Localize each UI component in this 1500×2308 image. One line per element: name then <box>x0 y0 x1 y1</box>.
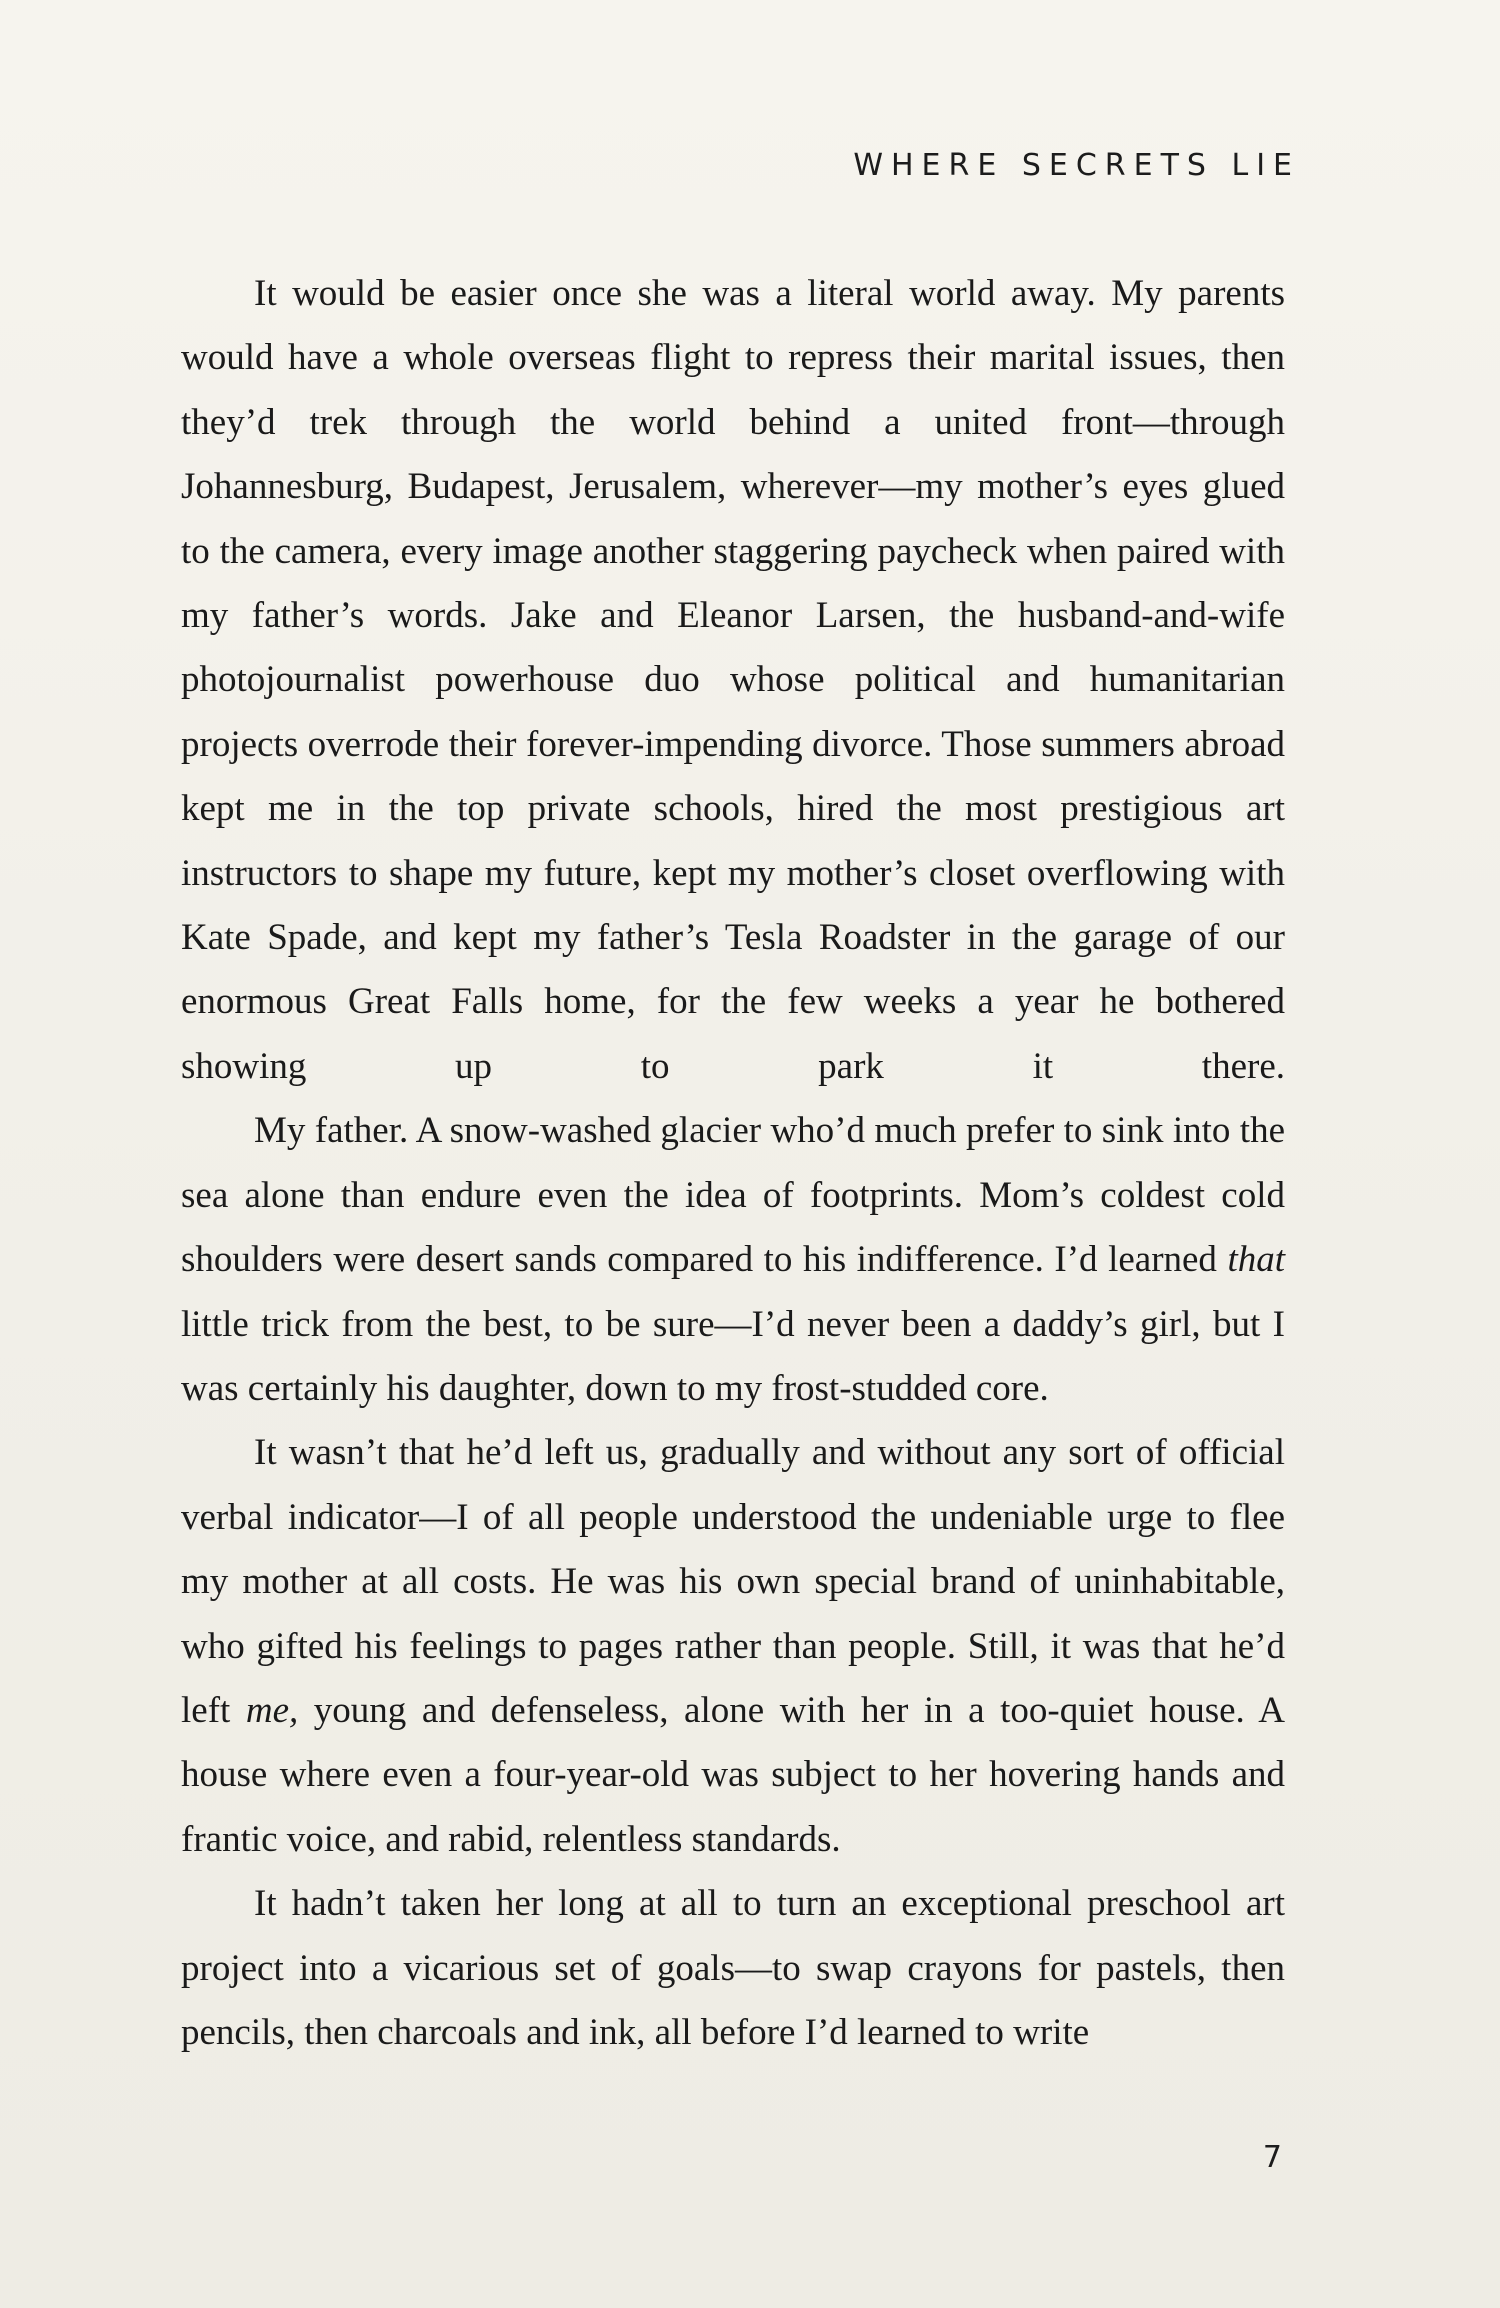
italic-emphasis: me, <box>245 1689 299 1731</box>
paragraph <box>181 1421 1285 1872</box>
paragraph <box>181 262 1285 1099</box>
text-run: My father. A snow-washed glacier who’d much prefer to sink into the sea alone than endure even the idea of footprints. Mom’s coldest cold shoulders were desert sands compared to his indifference. I’d learned <box>181 1110 1285 1281</box>
text-run: young and defenseless, alone with her in a too-quiet house. A house where even a four-year-old was subject to her hovering hands and frantic voice, and rabid, relentless standards. <box>181 1689 1285 1860</box>
paragraph <box>181 1099 1285 1421</box>
text-run: It wasn’t that he’d left us, gradually and without any sort of official verbal indicator—I of all people understood the undeniable urge to flee my mother at all costs. He was his own special brand of uninhabitable, who gifted his feelings to pages rather than people. Still, it was that he’d left <box>181 1432 1285 1731</box>
running-head: WHERE SECRETS LIE <box>853 148 1300 183</box>
italic-emphasis: that <box>1227 1239 1285 1281</box>
text-run: It hadn’t taken her long at all to turn an exceptional preschool art project into a vicarious set of goals—to swap crayons for pastels, then pencils, then charcoals and ink, all before I’d learned to write <box>181 1883 1285 2053</box>
paragraph <box>181 1872 1285 2065</box>
body-text <box>181 262 1285 2065</box>
page-number: 7 <box>1262 2140 1282 2175</box>
text-run: little trick from the best, to be sure—I’d never been a daddy’s girl, but I was certainly his daughter, down to my frost-studded core. <box>181 1303 1285 1409</box>
text-run: It would be easier once she was a literal world away. My parents would have a whole overseas flight to repress their marital issues, then they’d trek through the world behind a united front—through Johannesburg, Budapest, Jerusalem, wherever—my mother’s eyes glued to the camera, every image another staggering paycheck when paired with my father’s words. Jake and Eleanor Larsen, the husband-and-wife photojournalist powerhouse duo whose political and humanitarian projects overrode their forever-impending divorce. Those summers abroad kept me in the top private schools, hired the most prestigious art instructors to shape my future, kept my mother’s closet overflowing with Kate Spade, and kept my father’s Tesla Roadster in the garage of our enormous Great Falls home, for the few weeks a year he bothered showing up to park it there. <box>181 273 1285 1087</box>
